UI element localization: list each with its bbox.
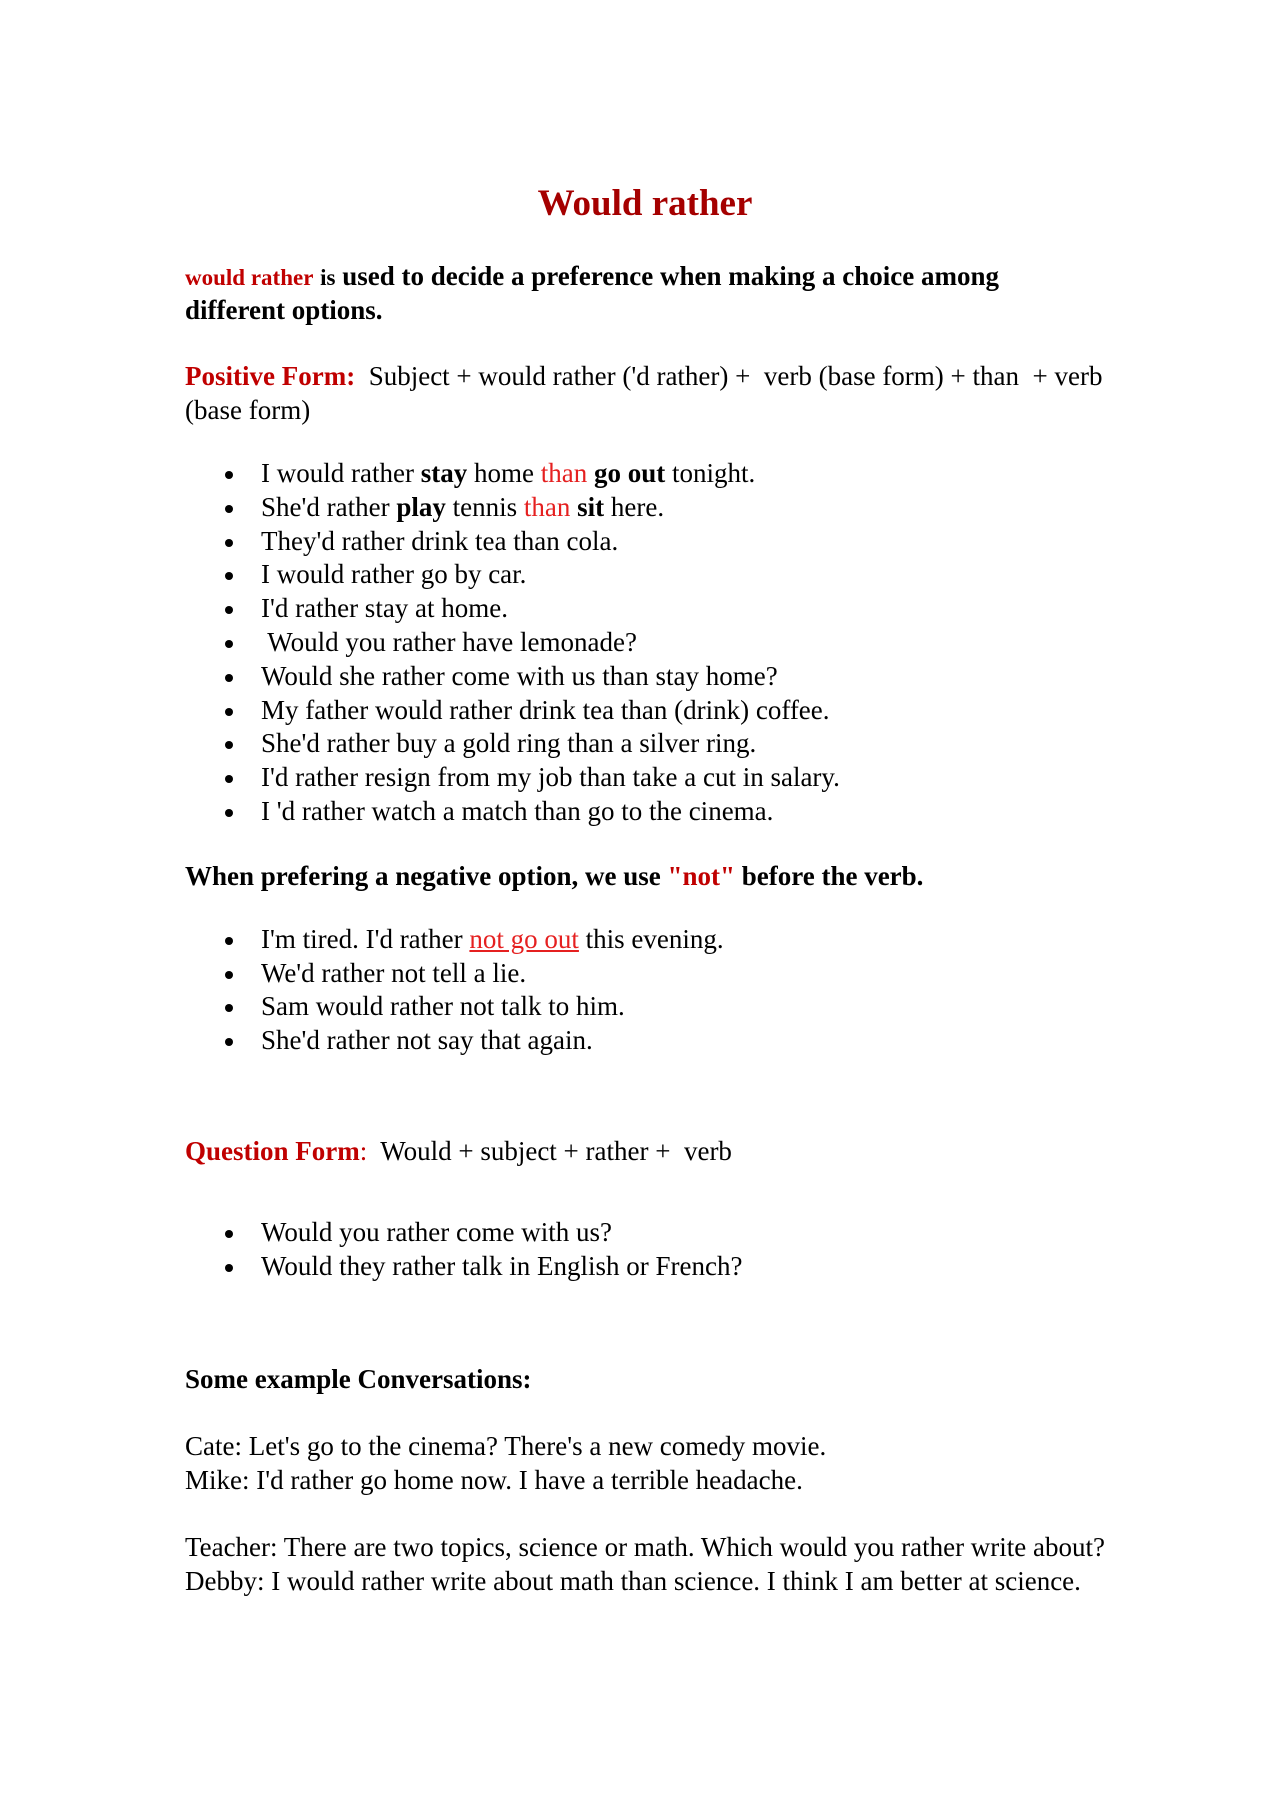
question-examples-list [185,1216,1105,1284]
positive-form-line [185,359,1110,427]
list-item [261,457,1105,491]
list-item: Would she rather come with us than stay home? [261,660,1105,694]
example-highlight: not go out [469,923,579,954]
conversation-line: Cate: Let's go to the cinema? There's a new comedy movie. [185,1430,827,1461]
list-item: She'd rather buy a gold ring than a silver ring. [261,727,1105,761]
example-than: than [540,458,588,488]
example-text: tonight. [665,458,756,488]
list-item [261,923,1105,957]
example-text: here. [604,491,665,522]
document-page [185,180,1110,1598]
list-item: I would rather go by car. [261,558,1105,592]
question-form-colon: : [359,1135,368,1166]
negative-examples-list [185,923,1105,1058]
example-text: I would rather [261,458,421,488]
conversation-line: Teacher: There are two topics, science or math. Which would you rather write about? [185,1531,1106,1562]
intro-paragraph [185,260,1105,327]
positive-form-formula: Subject + would rather ('d rather) + verb (base form) + than + verb (base form) [185,361,1110,425]
list-item: She'd rather not say that again. [261,1024,1105,1058]
list-item [261,491,1105,525]
list-item: Sam would rather not talk to him. [261,990,1105,1024]
example-text [587,458,594,488]
negative-heading-text: When prefering a negative option, we use [185,860,668,891]
example-verb: play [396,491,446,522]
list-item: My father would rather drink tea than (drink) coffee. [261,694,1105,728]
example-text: I'm tired. I'd rather [261,923,470,954]
example-verb: sit [577,491,605,522]
page-title: Would rather [537,183,753,224]
positive-examples-list [185,457,1105,829]
list-item: Would you rather come with us? [261,1216,1105,1250]
intro-rest: used to decide a preference when making a choice among different options. [185,261,999,325]
intro-term: would rather [185,265,314,290]
intro-is: is [320,265,336,290]
example-text: this evening. [578,923,724,954]
conversations-heading: Some example Conversations: [185,1363,532,1394]
positive-form-label: Positive Form: [185,361,356,391]
list-item: I'd rather stay at home. [261,592,1105,626]
example-verb: go out [593,458,666,488]
question-form-label: Question Form [185,1135,360,1166]
conversations [185,1429,1105,1598]
list-item: Would you rather have lemonade? [261,626,1105,660]
negative-heading-not: "not" [667,860,735,891]
list-item: We'd rather not tell a lie. [261,957,1105,991]
example-text: She'd rather [261,491,397,522]
list-item: Would they rather talk in English or French? [261,1250,1105,1284]
question-form-line [185,1134,1105,1168]
question-form-formula: Would + subject + rather + verb [367,1135,732,1166]
example-than: than [523,491,571,522]
list-item: They'd rather drink tea than cola. [261,525,1105,559]
example-text: tennis [445,491,524,522]
list-item: I 'd rather watch a match than go to the cinema. [261,795,1105,829]
conversation-line: Debby: I would rather write about math than science. I think I am better at science. [185,1565,1081,1596]
negative-heading [185,859,1105,893]
negative-heading-text: before the verb. [734,860,924,891]
example-verb: stay [420,458,468,488]
example-text: home [467,458,541,488]
list-item: I'd rather resign from my job than take a cut in salary. [261,761,1105,795]
conversation-line: Mike: I'd rather go home now. I have a terrible headache. [185,1464,803,1495]
